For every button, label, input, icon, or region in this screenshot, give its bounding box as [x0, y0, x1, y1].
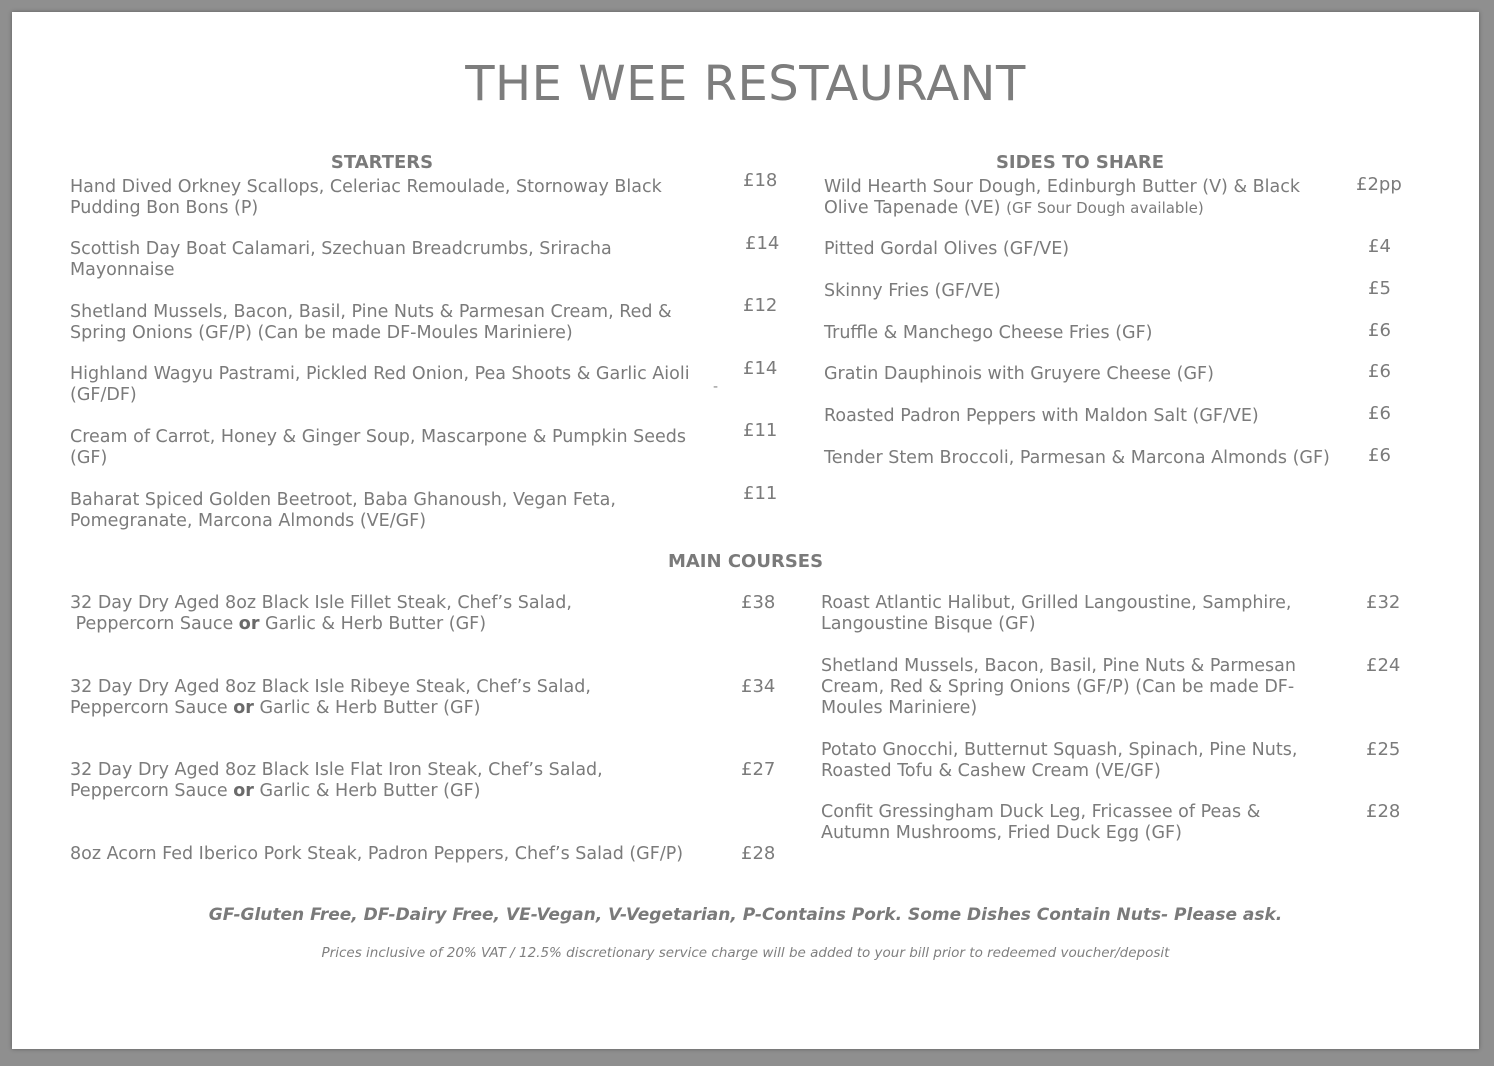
- mains-heading: MAIN COURSES: [667, 551, 824, 572]
- side-price-gratin: £6: [1368, 361, 1391, 382]
- starter-item-pastrami: Highland Wagyu Pastrami, Pickled Red Onion, Pea Shoots & Garlic Aioli (GF/DF): [70, 364, 690, 405]
- side-price-truffle-fries: £6: [1368, 320, 1391, 341]
- main-price-pork: £28: [741, 843, 776, 864]
- side-item-gratin: Gratin Dauphinois with Gruyere Cheese (GF): [824, 364, 1214, 384]
- main-item-ribeye-line1: 32 Day Dry Aged 8oz Black Isle Ribeye Steak, Chef’s Salad,: [70, 677, 591, 697]
- starter-price-mussels: £12: [743, 295, 778, 316]
- side-item-fries: Skinny Fries (GF/VE): [824, 281, 1001, 301]
- main-item-gnocchi: Potato Gnocchi, Butternut Squash, Spinach, Pine Nuts, Roasted Tofu & Cashew Cream (VE/GF): [821, 740, 1298, 781]
- starter-price-soup: £11: [743, 420, 778, 441]
- main-item-flat-iron-line1: 32 Day Dry Aged 8oz Black Isle Flat Iron Steak, Chef’s Salad,: [70, 760, 603, 780]
- side-price-olives: £4: [1368, 236, 1391, 257]
- main-item-flat-iron-line2: [70, 781, 710, 802]
- main-item-fillet-or: or: [238, 614, 260, 634]
- starter-price-beetroot: £11: [743, 483, 778, 504]
- main-item-ribeye-pre: Peppercorn Sauce: [70, 698, 234, 718]
- main-item-fillet-line1: 32 Day Dry Aged 8oz Black Isle Fillet Steak, Chef’s Salad,: [70, 593, 572, 613]
- starter-price-scallops: £18: [743, 170, 778, 191]
- main-item-halibut: Roast Atlantic Halibut, Grilled Langoustine, Samphire, Langoustine Bisque (GF): [821, 593, 1292, 634]
- menu-page: [12, 12, 1479, 1049]
- starter-item-calamari: Scottish Day Boat Calamari, Szechuan Breadcrumbs, Sriracha Mayonnaise: [70, 239, 612, 280]
- main-price-duck: £28: [1366, 801, 1401, 822]
- page-title: THE WEE RESTAURANT: [465, 56, 1026, 112]
- side-item-broccoli: Tender Stem Broccoli, Parmesan & Marcona Almonds (GF): [824, 448, 1330, 468]
- main-item-ribeye-post: Garlic & Herb Butter (GF): [253, 698, 481, 718]
- side-item-sourdough: [824, 177, 1344, 219]
- main-price-flat-iron: £27: [741, 759, 776, 780]
- vat-notice: Prices inclusive of 20% VAT / 12.5% discretionary service charge will be added to your bill prior to redeemed voucher/deposit: [321, 945, 1170, 961]
- main-price-ribeye: £34: [741, 676, 776, 697]
- side-item-olives: Pitted Gordal Olives (GF/VE): [824, 239, 1070, 259]
- main-item-pork: 8oz Acorn Fed Iberico Pork Steak, Padron Peppers, Chef’s Salad (GF/P): [70, 844, 684, 864]
- main-item-flat-iron-pre: Peppercorn Sauce: [70, 781, 234, 801]
- main-item-flat-iron-post: Garlic & Herb Butter (GF): [253, 781, 481, 801]
- main-item-mussels: Shetland Mussels, Bacon, Basil, Pine Nuts & Parmesan Cream, Red & Spring Onions (GF/P) (Can be made DF-Moules Mariniere): [821, 656, 1296, 718]
- main-item-ribeye: [70, 677, 710, 719]
- main-price-mussels: £24: [1366, 655, 1401, 676]
- main-item-duck: Confit Gressingham Duck Leg, Fricassee of Peas & Autumn Mushrooms, Fried Duck Egg (GF): [821, 802, 1261, 843]
- main-item-fillet-pre: Peppercorn Sauce: [70, 614, 239, 634]
- side-price-sourdough: £2pp: [1356, 174, 1402, 195]
- side-price-broccoli: £6: [1368, 445, 1391, 466]
- main-price-halibut: £32: [1366, 592, 1401, 613]
- main-price-gnocchi: £25: [1366, 739, 1401, 760]
- side-price-padron: £6: [1368, 403, 1391, 424]
- starter-item-beetroot: Baharat Spiced Golden Beetroot, Baba Ghanoush, Vegan Feta, Pomegranate, Marcona Almonds (VE/GF): [70, 490, 616, 531]
- main-item-ribeye-or: or: [233, 698, 254, 718]
- main-item-flat-iron: [70, 760, 710, 802]
- side-price-fries: £5: [1368, 278, 1391, 299]
- starter-price-pastrami: £14: [743, 358, 778, 379]
- main-item-fillet-post: Garlic & Herb Butter (GF): [259, 614, 487, 634]
- side-item-sourdough-name: Wild Hearth Sour Dough, Edinburgh Butter (V) & Black Olive Tapenade (VE): [824, 177, 1300, 218]
- main-item-ribeye-line2: [70, 698, 710, 719]
- starters-heading: STARTERS: [330, 152, 434, 173]
- side-item-truffle-fries: Truffle & Manchego Cheese Fries (GF): [824, 323, 1153, 343]
- main-item-flat-iron-or: or: [233, 781, 254, 801]
- dietary-key: GF-Gluten Free, DF-Dairy Free, VE-Vegan, V-Vegetarian, P-Contains Pork. Some Dishes Contain Nuts- Please ask.: [208, 905, 1283, 925]
- main-price-fillet: £38: [741, 592, 776, 613]
- sides-heading: SIDES TO SHARE: [995, 152, 1165, 173]
- starter-dash-mark: -: [713, 379, 719, 395]
- starter-item-soup: Cream of Carrot, Honey & Ginger Soup, Mascarpone & Pumpkin Seeds (GF): [70, 427, 686, 468]
- side-item-sourdough-note: (GF Sour Dough available): [1006, 199, 1204, 217]
- starter-price-calamari: £14: [745, 233, 780, 254]
- starter-item-scallops: Hand Dived Orkney Scallops, Celeriac Remoulade, Stornoway Black Pudding Bon Bons (P): [70, 177, 662, 218]
- main-item-fillet: [70, 593, 710, 635]
- starter-item-mussels: Shetland Mussels, Bacon, Basil, Pine Nuts & Parmesan Cream, Red & Spring Onions (GF/P) (Can be made DF-Moules Mariniere): [70, 302, 672, 343]
- side-item-padron: Roasted Padron Peppers with Maldon Salt (GF/VE): [824, 406, 1259, 426]
- main-item-fillet-line2: [70, 614, 710, 635]
